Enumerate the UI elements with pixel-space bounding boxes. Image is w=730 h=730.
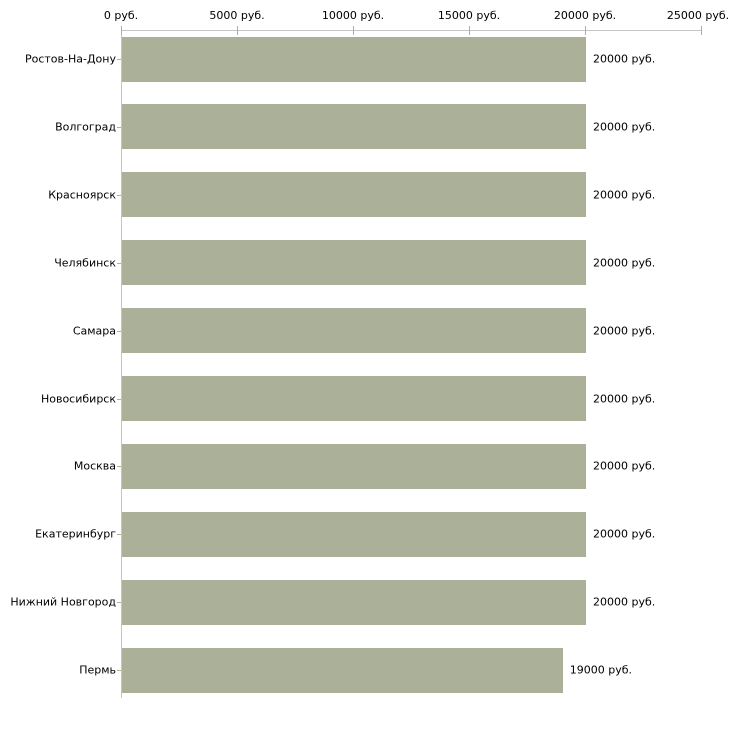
x-tick-label: 5000 руб.	[209, 9, 265, 22]
x-tick-label: 25000 руб.	[666, 9, 730, 22]
y-tick-mark	[117, 534, 121, 535]
x-tick-mark	[237, 26, 238, 35]
y-tick-mark	[117, 670, 121, 671]
category-label: Ростов-На-Дону	[24, 52, 116, 66]
category-label: Пермь	[79, 663, 116, 677]
category-label: Челябинск	[54, 256, 116, 270]
x-axis-line	[121, 30, 701, 31]
y-tick-mark	[117, 263, 121, 264]
y-tick-mark	[117, 331, 121, 332]
category-label: Екатеринбург	[35, 527, 116, 541]
y-tick-mark	[117, 59, 121, 60]
x-tick-mark	[469, 26, 470, 35]
x-tick-label: 10000 руб.	[321, 9, 385, 22]
bar	[122, 240, 586, 285]
x-tick-mark	[585, 26, 586, 35]
value-label: 20000 руб.	[593, 459, 656, 473]
x-tick-label: 0 руб.	[103, 9, 139, 22]
category-label: Самара	[72, 324, 116, 338]
x-tick-mark	[121, 26, 122, 35]
x-tick-mark	[701, 26, 702, 35]
x-tick-mark	[353, 26, 354, 35]
value-label: 20000 руб.	[593, 595, 656, 609]
category-label: Москва	[73, 459, 116, 473]
y-tick-mark	[117, 399, 121, 400]
value-label: 20000 руб.	[593, 256, 656, 270]
x-tick-label: 15000 руб.	[437, 9, 501, 22]
bar	[122, 37, 586, 82]
bar	[122, 104, 586, 149]
value-label: 20000 руб.	[593, 52, 656, 66]
bar	[122, 376, 586, 421]
category-label: Нижний Новгород	[10, 595, 116, 609]
y-tick-mark	[117, 602, 121, 603]
y-tick-mark	[117, 466, 121, 467]
category-label: Волгоград	[55, 120, 116, 134]
value-label: 20000 руб.	[593, 392, 656, 405]
bar	[122, 580, 586, 625]
category-label: Красноярск	[48, 188, 116, 202]
y-tick-mark	[117, 195, 121, 196]
value-label: 20000 руб.	[593, 324, 656, 338]
bar	[122, 308, 586, 353]
bar	[122, 444, 586, 489]
bar	[122, 172, 586, 217]
bar	[122, 648, 563, 693]
category-label: Новосибирск	[40, 392, 116, 405]
value-label: 19000 руб.	[569, 663, 633, 677]
bar	[122, 512, 586, 557]
value-label: 20000 руб.	[593, 120, 656, 134]
y-tick-mark	[117, 127, 121, 128]
value-label: 20000 руб.	[593, 527, 656, 541]
x-tick-label: 20000 руб.	[553, 9, 617, 22]
value-label: 20000 руб.	[593, 188, 656, 202]
